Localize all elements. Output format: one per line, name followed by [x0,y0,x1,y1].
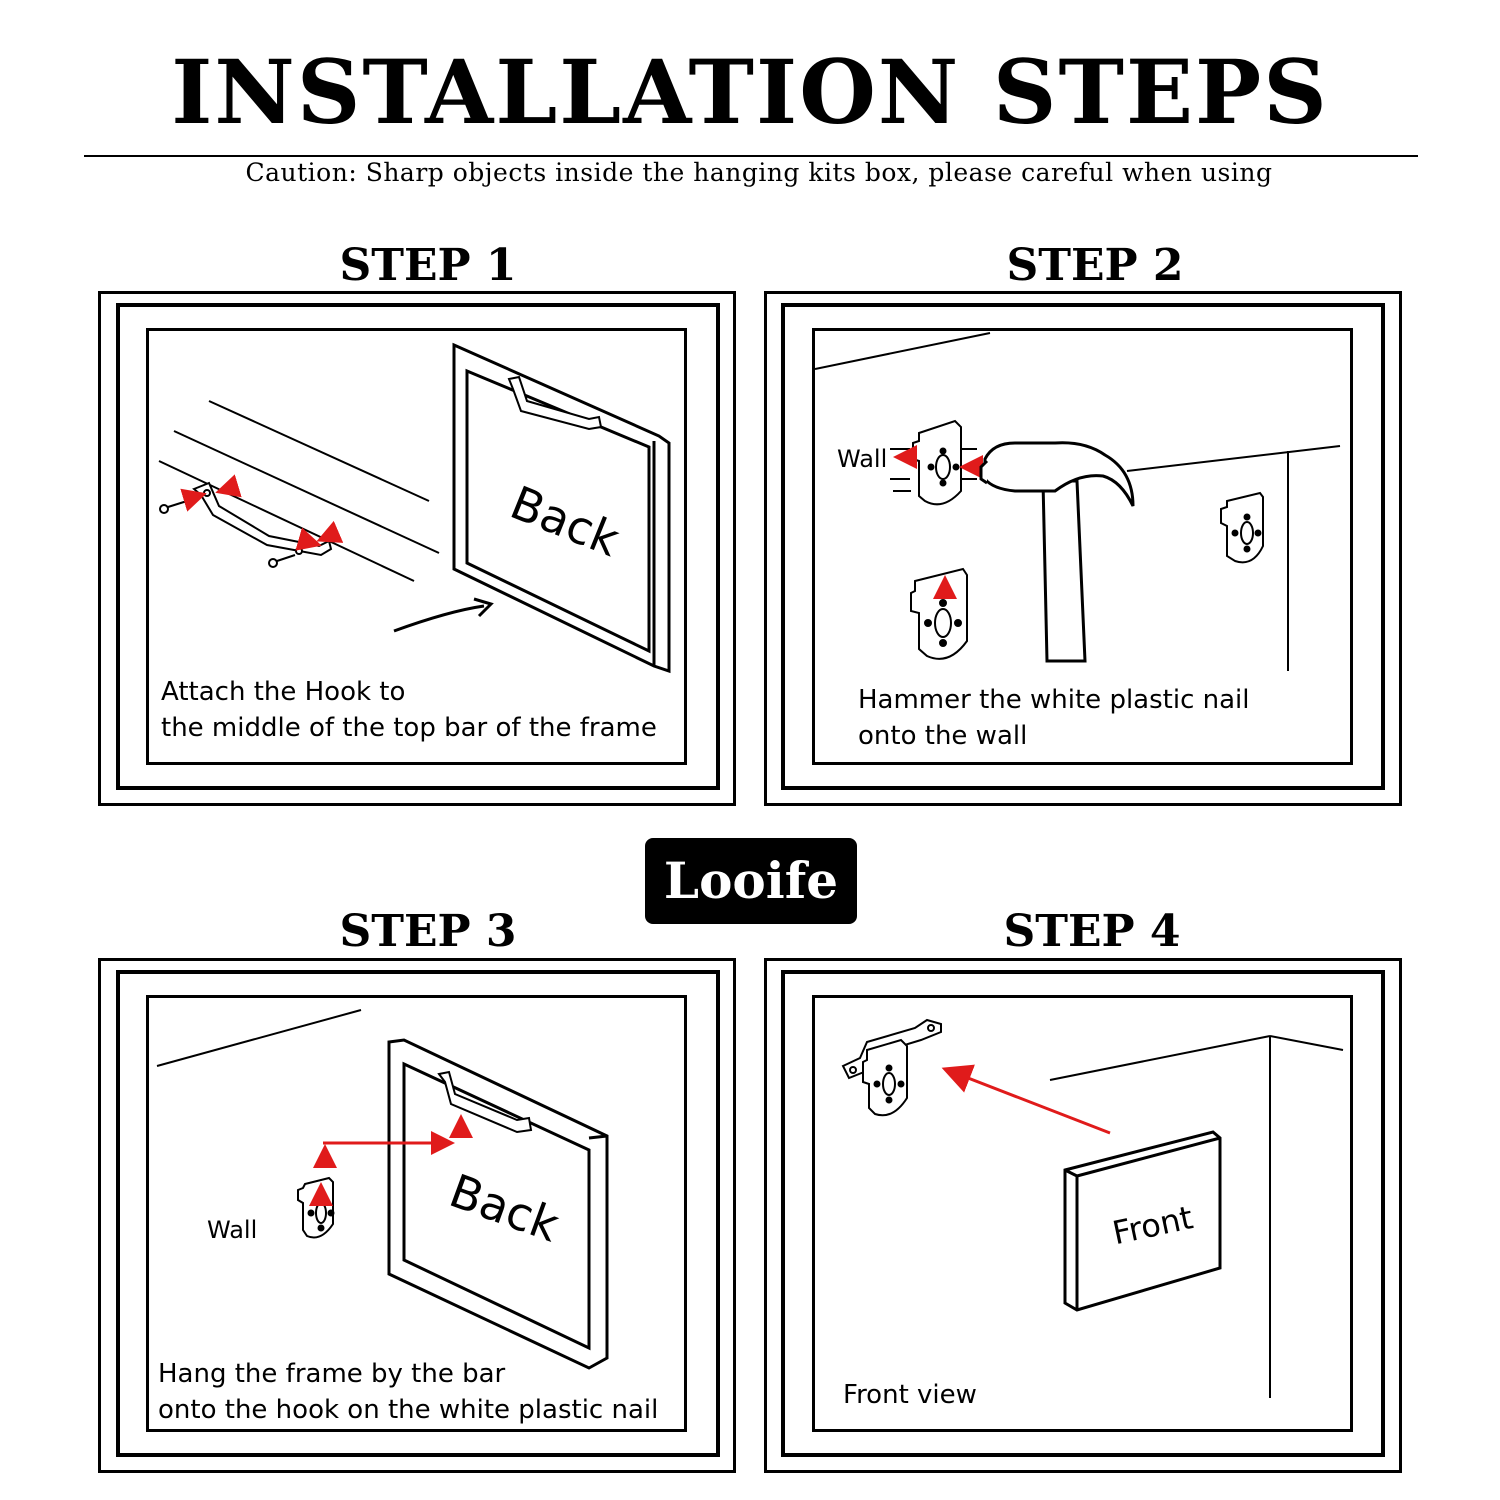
step-1-caption-line-2: the middle of the top bar of the frame [161,713,657,743]
step-2-panel [812,328,1353,765]
frame-back-text: Back [442,1163,567,1253]
wall-edge-line [157,1010,361,1066]
step-4-panel [812,995,1353,1432]
plastic-nail-icon [911,569,967,659]
step-1-caption-line-1: Attach the Hook to [161,677,406,707]
step-2-caption-line-1: Hammer the white plastic nail [858,685,1250,715]
step-3-panel [146,995,687,1432]
step-4-label: STEP 4 [1003,906,1181,957]
direction-arrow [950,1071,1110,1133]
hammer-icon [981,443,1133,661]
step-3-wall-label: Wall [207,1216,258,1244]
step-4-illustration [815,998,1353,1432]
step-1-panel [146,328,687,765]
plastic-nail-icon [298,1178,334,1238]
step-3-label: STEP 3 [339,906,517,957]
plastic-nail-icon [863,1040,907,1115]
step-2-label: STEP 2 [1006,240,1184,291]
canvas-front-text: Front [1109,1198,1197,1253]
caution-note: Caution: Sharp objects inside the hanging kits box, please careful when using [245,158,1273,187]
step-2-caption-line-2: onto the wall [858,721,1028,751]
step-1-label: STEP 1 [339,240,517,291]
plastic-nail-icon [1221,493,1263,562]
frame-back-text: Back [503,475,627,568]
step-3-caption-line-1: Hang the frame by the bar [158,1359,506,1389]
title-divider [84,155,1418,157]
step-3-caption-line-2: onto the hook on the white plastic nail [158,1395,659,1425]
step-4-caption: Front view [843,1380,977,1410]
curved-arrow-icon [394,606,484,631]
page-title: INSTALLATION STEPS [171,40,1329,144]
plastic-nail-icon [913,421,961,504]
step-2-wall-label: Wall [837,445,888,473]
brand-logo: Looife [645,838,857,924]
